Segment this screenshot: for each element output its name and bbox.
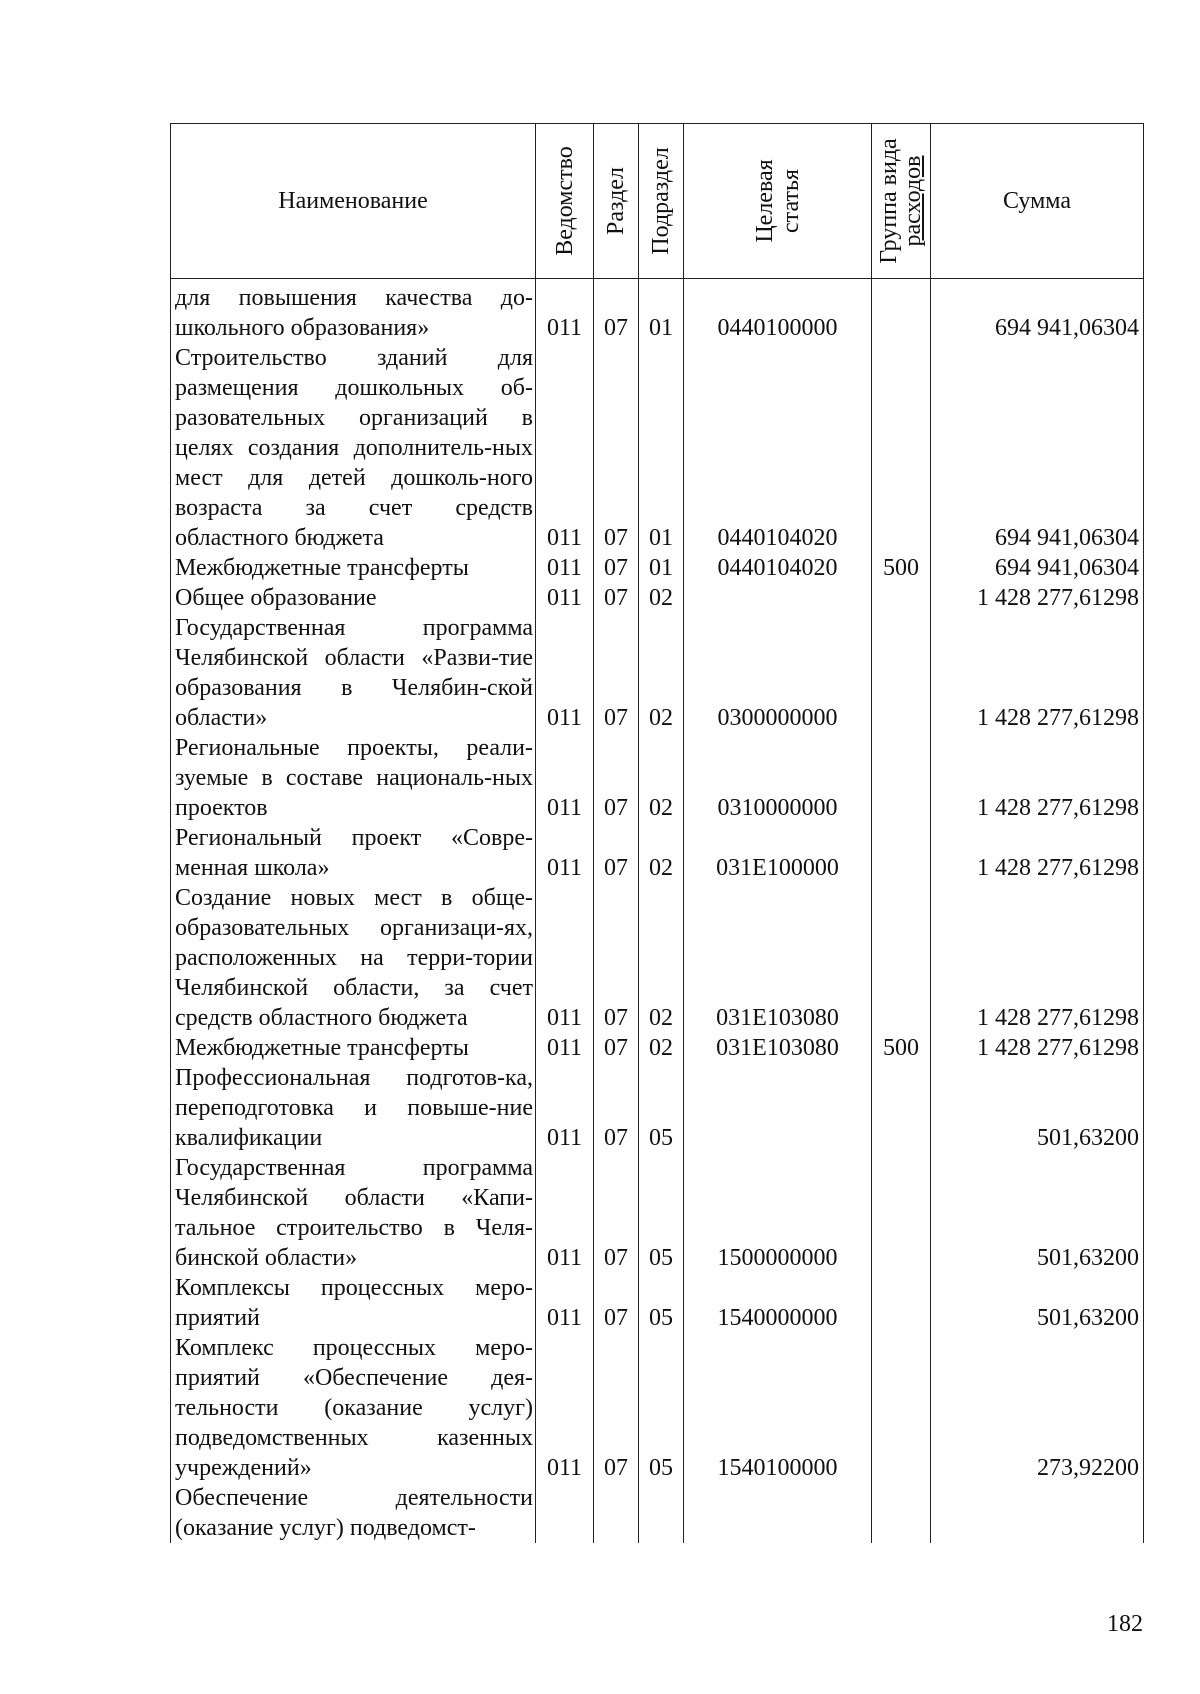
table-body <box>171 279 1144 1544</box>
target-article-cell: 031Е100000 <box>684 823 872 883</box>
subsection-cell: 01 <box>639 343 684 553</box>
header-name: Наименование <box>171 124 536 279</box>
name-cell: Региональные проекты, реали-зуемые в составе националь-ных проектов <box>171 733 536 823</box>
expense-group-cell <box>872 733 931 823</box>
section-cell: 07 <box>594 613 639 733</box>
target-article-cell: 031Е103080 <box>684 883 872 1033</box>
subsection-cell: 02 <box>639 733 684 823</box>
target-article-cell <box>684 583 872 613</box>
expense-group-cell <box>872 823 931 883</box>
table-row <box>171 613 1144 733</box>
subsection-cell: 05 <box>639 1273 684 1333</box>
header-section-text: Раздел <box>603 167 629 235</box>
department-cell: 011 <box>536 883 594 1033</box>
expense-group-cell <box>872 279 931 344</box>
header-group-line2: расходов <box>900 155 926 247</box>
expense-group-cell <box>872 343 931 553</box>
table-row <box>171 1063 1144 1153</box>
target-article-cell: 1500000000 <box>684 1153 872 1273</box>
header-target-line2: статья <box>777 169 804 233</box>
header-subsection <box>639 124 684 279</box>
sum-cell: 694 941,06304 <box>931 553 1144 583</box>
header-subsection-text: Подраздел <box>648 147 674 255</box>
subsection-cell: 02 <box>639 1033 684 1063</box>
header-expense-group-text <box>877 138 925 263</box>
budget-table <box>170 123 1144 1543</box>
section-cell: 07 <box>594 733 639 823</box>
section-cell: 07 <box>594 823 639 883</box>
name-cell: для повышения качества до-школьного образования» <box>171 279 536 344</box>
sum-cell: 1 428 277,61298 <box>931 823 1144 883</box>
expense-group-cell <box>872 613 931 733</box>
header-group-line1: Группа вида <box>876 138 902 264</box>
sum-cell: 273,92200 <box>931 1333 1144 1483</box>
subsection-cell: 05 <box>639 1153 684 1273</box>
table-row <box>171 1153 1144 1273</box>
department-cell: 011 <box>536 1033 594 1063</box>
target-article-cell: 0440104020 <box>684 343 872 553</box>
sum-cell: 694 941,06304 <box>931 279 1144 344</box>
section-cell: 07 <box>594 1063 639 1153</box>
expense-group-cell <box>872 583 931 613</box>
subsection-cell: 02 <box>639 613 684 733</box>
section-cell: 07 <box>594 583 639 613</box>
section-cell <box>594 1483 639 1543</box>
subsection-cell: 02 <box>639 823 684 883</box>
target-article-cell: 0440100000 <box>684 279 872 344</box>
subsection-cell: 05 <box>639 1063 684 1153</box>
name-cell: Комплекс процессных меро-приятий «Обеспечение дея-тельности (оказание услуг) подведомственных казенных учреждений» <box>171 1333 536 1483</box>
section-cell: 07 <box>594 343 639 553</box>
name-cell: Государственная программа Челябинской области «Капи-тальное строительство в Челя-бинской области» <box>171 1153 536 1273</box>
department-cell: 011 <box>536 823 594 883</box>
name-cell: Межбюджетные трансферты <box>171 1033 536 1063</box>
subsection-cell <box>639 1483 684 1543</box>
target-article-cell: 0440104020 <box>684 553 872 583</box>
sum-cell <box>931 1483 1144 1543</box>
sum-cell: 1 428 277,61298 <box>931 883 1144 1033</box>
header-target-article-text <box>752 159 804 242</box>
expense-group-cell: 500 <box>872 1033 931 1063</box>
name-cell: Общее образование <box>171 583 536 613</box>
expense-group-cell <box>872 1483 931 1543</box>
department-cell: 011 <box>536 1153 594 1273</box>
sum-cell: 1 428 277,61298 <box>931 583 1144 613</box>
department-cell <box>536 1483 594 1543</box>
table-row <box>171 1333 1144 1483</box>
sum-cell: 501,63200 <box>931 1273 1144 1333</box>
expense-group-cell <box>872 1333 931 1483</box>
section-cell: 07 <box>594 1333 639 1483</box>
section-cell: 07 <box>594 1273 639 1333</box>
target-article-cell <box>684 1063 872 1153</box>
target-article-cell: 0310000000 <box>684 733 872 823</box>
expense-group-cell: 500 <box>872 553 931 583</box>
target-article-cell: 0300000000 <box>684 613 872 733</box>
target-article-cell: 031Е103080 <box>684 1033 872 1063</box>
department-cell: 011 <box>536 1063 594 1153</box>
section-cell: 07 <box>594 1153 639 1273</box>
sum-cell: 694 941,06304 <box>931 343 1144 553</box>
sum-cell: 501,63200 <box>931 1063 1144 1153</box>
name-cell: Межбюджетные трансферты <box>171 553 536 583</box>
subsection-cell: 05 <box>639 1333 684 1483</box>
section-cell: 07 <box>594 1033 639 1063</box>
sum-cell: 1 428 277,61298 <box>931 613 1144 733</box>
name-cell: Государственная программа Челябинской области «Разви-тие образования в Челябин-ской области» <box>171 613 536 733</box>
target-article-cell: 1540000000 <box>684 1273 872 1333</box>
table-row <box>171 1273 1144 1333</box>
header-target-line1: Целевая <box>751 159 778 243</box>
target-article-cell <box>684 1483 872 1543</box>
expense-group-cell <box>872 1063 931 1153</box>
subsection-cell: 01 <box>639 279 684 344</box>
header-sum: Сумма <box>931 124 1144 279</box>
table-row <box>171 1033 1144 1063</box>
department-cell: 011 <box>536 733 594 823</box>
department-cell: 011 <box>536 1333 594 1483</box>
subsection-cell: 01 <box>639 553 684 583</box>
table-row <box>171 583 1144 613</box>
header-target-article <box>684 124 872 279</box>
name-cell: Региональный проект «Совре-менная школа» <box>171 823 536 883</box>
table-row <box>171 343 1144 553</box>
department-cell: 011 <box>536 343 594 553</box>
table-row <box>171 1483 1144 1543</box>
department-cell: 011 <box>536 583 594 613</box>
expense-group-cell <box>872 1273 931 1333</box>
section-cell: 07 <box>594 883 639 1033</box>
header-section <box>594 124 639 279</box>
sum-cell: 1 428 277,61298 <box>931 1033 1144 1063</box>
name-cell: Профессиональная подготов-ка, переподготовка и повыше-ние квалификации <box>171 1063 536 1153</box>
department-cell: 011 <box>536 553 594 583</box>
table-row <box>171 883 1144 1033</box>
expense-group-cell <box>872 1153 931 1273</box>
header-department <box>536 124 594 279</box>
table-row <box>171 279 1144 344</box>
section-cell: 07 <box>594 279 639 344</box>
department-cell: 011 <box>536 613 594 733</box>
sum-cell: 501,63200 <box>931 1153 1144 1273</box>
sum-cell: 1 428 277,61298 <box>931 733 1144 823</box>
department-cell: 011 <box>536 1273 594 1333</box>
table-row <box>171 553 1144 583</box>
department-cell: 011 <box>536 279 594 344</box>
name-cell: Строительство зданий для размещения дошкольных об-разовательных организаций в целях создания дополнитель-ных мест для детей дошколь-ного возраста за счет средств областного бюджета <box>171 343 536 553</box>
table-header <box>171 124 1144 279</box>
table-row <box>171 823 1144 883</box>
table-row <box>171 733 1144 823</box>
subsection-cell: 02 <box>639 583 684 613</box>
header-expense-group <box>872 124 931 279</box>
name-cell: Обеспечение деятельности (оказание услуг) подведомст- <box>171 1483 536 1543</box>
subsection-cell: 02 <box>639 883 684 1033</box>
name-cell: Комплексы процессных меро-приятий <box>171 1273 536 1333</box>
section-cell: 07 <box>594 553 639 583</box>
name-cell: Создание новых мест в обще-образовательных организаци-ях, расположенных на терри-тории Челябинской области, за счет средств областного бюджета <box>171 883 536 1033</box>
target-article-cell: 1540100000 <box>684 1333 872 1483</box>
header-department-text: Ведомство <box>551 146 578 256</box>
expense-group-cell <box>872 883 931 1033</box>
page-number: 182 <box>1107 1611 1143 1637</box>
